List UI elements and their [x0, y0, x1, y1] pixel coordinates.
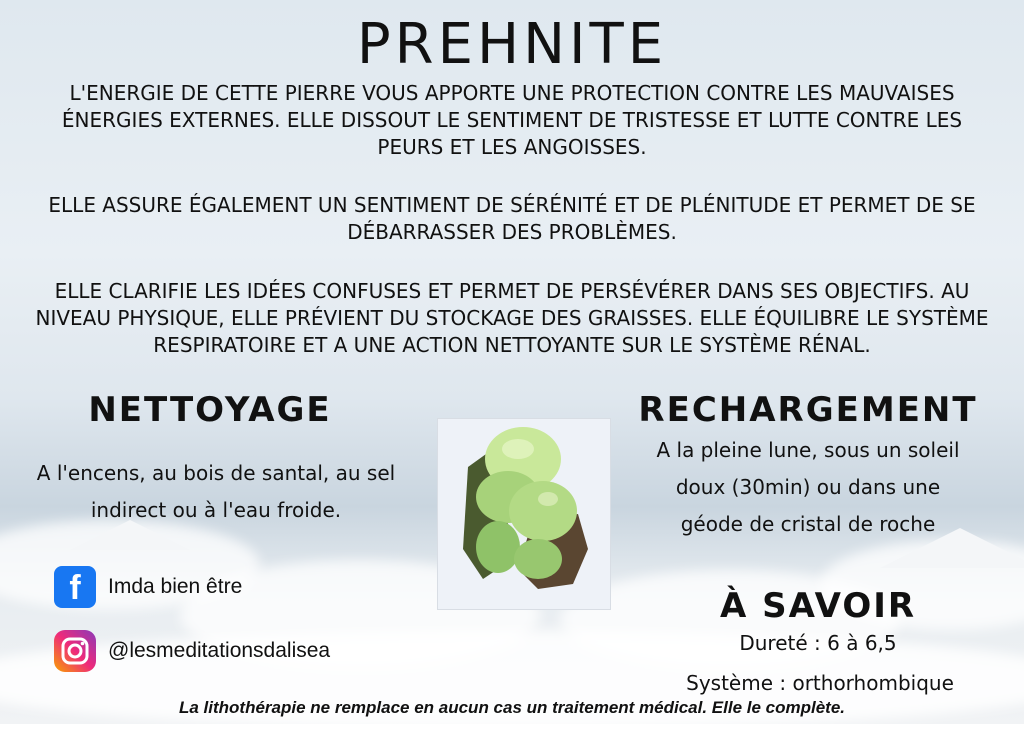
rechargement-text: A la pleine lune, sous un soleil doux (30min) ou dans une géode de cristal de roche — [656, 438, 960, 536]
medical-disclaimer: La lithothérapie ne remplace en aucun cas un traitement médical. Elle le complète. — [178, 698, 846, 717]
nettoyage-heading: NETTOYAGE — [88, 390, 332, 430]
prehnite-photo — [437, 418, 611, 610]
intro-paragraph-2: ELLE ASSURE ÉGALEMENT UN SENTIMENT DE SÉRÉNITÉ ET DE PLÉNITUDE ET PERMET DE SE DÉBARRASSER DES PROBLÈMES. — [48, 193, 976, 244]
facebook-handle: Imda bien être — [108, 575, 243, 598]
facebook-link[interactable] — [54, 566, 242, 608]
intro-paragraph-3: ELLE CLARIFIE LES IDÉES CONFUSES ET PERMET DE PERSÉVÉRER DANS SES OBJECTIFS. AU NIVEAU PHYSIQUE, ELLE PRÉVIENT DU STOCKAGE DES GRAISSES. ELLE ÉQUILIBRE LE SYSTÈME RESPIRATOIRE ET A UNE ACTION NETTOYANTE SUR LE SYSTÈME RÉNAL. — [35, 279, 989, 357]
instagram-handle: @lesmeditationsdalisea — [108, 639, 331, 662]
prehnite-stone-image — [438, 419, 610, 609]
instagram-icon — [54, 630, 96, 672]
instagram-link[interactable] — [54, 630, 330, 672]
facebook-icon: f — [54, 566, 96, 608]
durete-text: Dureté : 6 à 6,5 — [739, 631, 897, 655]
rechargement-heading: RECHARGEMENT — [638, 390, 978, 430]
systeme-text: Système : orthorhombique — [686, 671, 954, 695]
intro-paragraph-1: L'ENERGIE DE CETTE PIERRE VOUS APPORTE UNE PROTECTION CONTRE LES MAUVAISES ÉNERGIES EXTERNES. ELLE DISSOUT LE SENTIMENT DE TRISTESSE ET LUTTE CONTRE LES PEURS ET LES ANGOISSES. — [61, 81, 963, 159]
nettoyage-text: A l'encens, au bois de santal, au sel indirect ou à l'eau froide. — [36, 461, 396, 522]
a-savoir-heading: À SAVOIR — [719, 586, 917, 626]
page-title: PREHNITE — [356, 12, 668, 77]
